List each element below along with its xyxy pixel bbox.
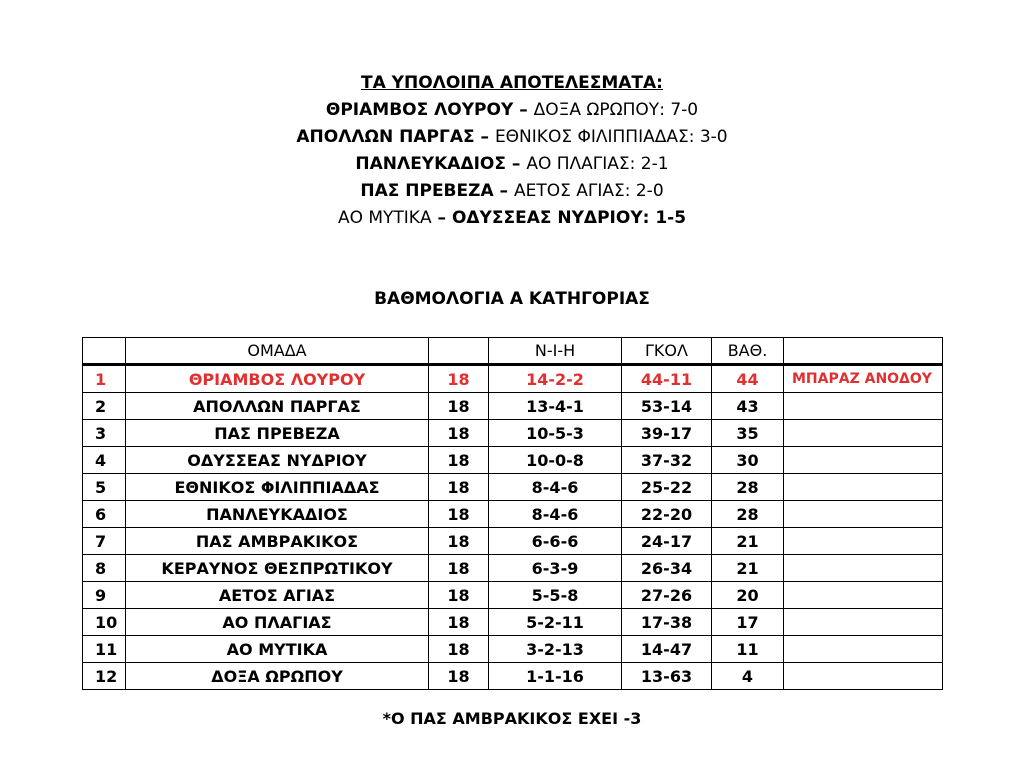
cell-goals: 24-17 [622, 528, 712, 555]
cell-goals: 17-38 [622, 609, 712, 636]
cell-played: 18 [429, 636, 489, 663]
footnote: *Ο ΠΑΣ ΑΜΒΡΑΚΙΚΟΣ ΕΧΕΙ -3 [382, 709, 642, 728]
standings-table [82, 337, 943, 690]
cell-note [784, 393, 943, 420]
cell-points: 35 [712, 420, 784, 447]
cell-goals: 25-22 [622, 474, 712, 501]
cell-note [784, 501, 943, 528]
cell-record: 14-2-2 [489, 365, 622, 393]
header-position [83, 338, 126, 365]
cell-played: 18 [429, 555, 489, 582]
cell-position: 8 [83, 555, 126, 582]
cell-position: 2 [83, 393, 126, 420]
cell-position: 12 [83, 663, 126, 690]
cell-played: 18 [429, 663, 489, 690]
cell-note [784, 528, 943, 555]
cell-points: 30 [712, 447, 784, 474]
result-home-team: ΑΠΟΛΛΩΝ ΠΑΡΓΑΣ [296, 127, 475, 147]
cell-goals: 37-32 [622, 447, 712, 474]
cell-team: ΔΟΞΑ ΩΡΩΠΟΥ [126, 663, 429, 690]
result-away-and-score: ΟΔΥΣΣΕΑΣ ΝΥΔΡΙΟΥ: 1-5 [451, 208, 687, 228]
cell-note [784, 420, 943, 447]
result-separator: – [474, 127, 495, 147]
result-line [0, 205, 1024, 232]
cell-goals: 53-14 [622, 393, 712, 420]
cell-team: ΠΑΣ ΑΜΒΡΑΚΙΚΟΣ [126, 528, 429, 555]
cell-played: 18 [429, 501, 489, 528]
cell-note: ΜΠΑΡΑΖ ΑΝΟΔΟΥ [784, 365, 943, 393]
table-row [83, 393, 943, 420]
cell-goals: 26-34 [622, 555, 712, 582]
result-away-and-score: ΕΘΝΙΚΟΣ ΦΙΛΙΠΠΙΑΔΑΣ: 3-0 [494, 127, 728, 147]
cell-points: 11 [712, 636, 784, 663]
standings-title: ΒΑΘΜΟΛΟΓΙΑ Α ΚΑΤΗΓΟΡΙΑΣ [374, 289, 650, 309]
result-line [0, 178, 1024, 205]
cell-played: 18 [429, 365, 489, 393]
cell-record: 8-4-6 [489, 501, 622, 528]
result-away-and-score: ΑΕΤΟΣ ΑΓΙΑΣ: 2-0 [513, 181, 664, 201]
cell-position: 4 [83, 447, 126, 474]
cell-team: ΟΔΥΣΣΕΑΣ ΝΥΔΡΙΟΥ [126, 447, 429, 474]
cell-record: 10-5-3 [489, 420, 622, 447]
cell-record: 13-4-1 [489, 393, 622, 420]
cell-team: ΚΕΡΑΥΝΟΣ ΘΕΣΠΡΩΤΙΚΟΥ [126, 555, 429, 582]
cell-played: 18 [429, 528, 489, 555]
cell-record: 6-6-6 [489, 528, 622, 555]
cell-team: ΕΘΝΙΚΟΣ ΦΙΛΙΠΠΙΑΔΑΣ [126, 474, 429, 501]
cell-record: 5-5-8 [489, 582, 622, 609]
cell-played: 18 [429, 393, 489, 420]
table-row [83, 555, 943, 582]
table-row [83, 447, 943, 474]
cell-record: 10-0-8 [489, 447, 622, 474]
cell-played: 18 [429, 582, 489, 609]
cell-team: ΑΠΟΛΛΩΝ ΠΑΡΓΑΣ [126, 393, 429, 420]
table-row [83, 528, 943, 555]
cell-points: 4 [712, 663, 784, 690]
result-line [0, 124, 1024, 151]
cell-goals: 27-26 [622, 582, 712, 609]
cell-points: 21 [712, 555, 784, 582]
cell-goals: 14-47 [622, 636, 712, 663]
cell-points: 28 [712, 501, 784, 528]
cell-played: 18 [429, 420, 489, 447]
cell-played: 18 [429, 474, 489, 501]
table-row [83, 365, 943, 393]
header-note [784, 338, 943, 365]
cell-team: ΠΑΝΛΕΥΚΑΔΙΟΣ [126, 501, 429, 528]
results-heading: ΤΑ ΥΠΟΛΟΙΠΑ ΑΠΟΤΕΛΕΣΜΑΤΑ: [361, 73, 663, 93]
cell-record: 6-3-9 [489, 555, 622, 582]
cell-position: 11 [83, 636, 126, 663]
table-row [83, 663, 943, 690]
cell-record: 8-4-6 [489, 474, 622, 501]
cell-goals: 22-20 [622, 501, 712, 528]
result-away-and-score: ΑΟ ΠΛΑΓΙΑΣ: 2-1 [526, 154, 669, 174]
cell-points: 21 [712, 528, 784, 555]
cell-note [784, 636, 943, 663]
result-home-team: ΠΑΝΛΕΥΚΑΔΙΟΣ [355, 154, 506, 174]
cell-note [784, 582, 943, 609]
header-team: ΟΜΑΔΑ [126, 338, 429, 365]
header-goals: ΓΚΟΛ [622, 338, 712, 365]
cell-note [784, 609, 943, 636]
header-played [429, 338, 489, 365]
result-home-team: ΘΡΙΑΜΒΟΣ ΛΟΥΡΟΥ [325, 100, 514, 120]
result-line [0, 151, 1024, 178]
cell-points: 43 [712, 393, 784, 420]
result-line [0, 97, 1024, 124]
header-points: ΒΑΘ. [712, 338, 784, 365]
results-section [0, 70, 1024, 232]
cell-position: 3 [83, 420, 126, 447]
cell-goals: 13-63 [622, 663, 712, 690]
result-separator: – [431, 208, 452, 228]
result-separator: – [513, 100, 534, 120]
cell-position: 9 [83, 582, 126, 609]
cell-note [784, 663, 943, 690]
cell-position: 7 [83, 528, 126, 555]
table-row [83, 420, 943, 447]
result-home-team: ΠΑΣ ΠΡΕΒΕΖΑ [360, 181, 494, 201]
header-record: Ν-Ι-Η [489, 338, 622, 365]
cell-points: 20 [712, 582, 784, 609]
table-row [83, 609, 943, 636]
standings-header-row [83, 338, 943, 365]
cell-record: 1-1-16 [489, 663, 622, 690]
table-row [83, 474, 943, 501]
cell-goals: 39-17 [622, 420, 712, 447]
cell-record: 5-2-11 [489, 609, 622, 636]
result-separator: – [493, 181, 514, 201]
table-row [83, 582, 943, 609]
cell-goals: 44-11 [622, 365, 712, 393]
cell-note [784, 555, 943, 582]
cell-team: ΘΡΙΑΜΒΟΣ ΛΟΥΡΟΥ [126, 365, 429, 393]
cell-points: 17 [712, 609, 784, 636]
result-home-team: ΑΟ ΜΥΤΙΚΑ [337, 208, 432, 228]
cell-position: 5 [83, 474, 126, 501]
result-separator: – [506, 154, 527, 174]
cell-note [784, 474, 943, 501]
cell-points: 44 [712, 365, 784, 393]
table-row [83, 501, 943, 528]
cell-position: 10 [83, 609, 126, 636]
cell-position: 6 [83, 501, 126, 528]
cell-record: 3-2-13 [489, 636, 622, 663]
cell-played: 18 [429, 447, 489, 474]
cell-team: ΑΟ ΜΥΤΙΚΑ [126, 636, 429, 663]
cell-team: ΑΟ ΠΛΑΓΙΑΣ [126, 609, 429, 636]
cell-team: ΑΕΤΟΣ ΑΓΙΑΣ [126, 582, 429, 609]
cell-position: 1 [83, 365, 126, 393]
cell-points: 28 [712, 474, 784, 501]
cell-team: ΠΑΣ ΠΡΕΒΕΖΑ [126, 420, 429, 447]
table-row [83, 636, 943, 663]
result-away-and-score: ΔΟΞΑ ΩΡΩΠΟΥ: 7-0 [533, 100, 699, 120]
cell-played: 18 [429, 609, 489, 636]
cell-note [784, 447, 943, 474]
